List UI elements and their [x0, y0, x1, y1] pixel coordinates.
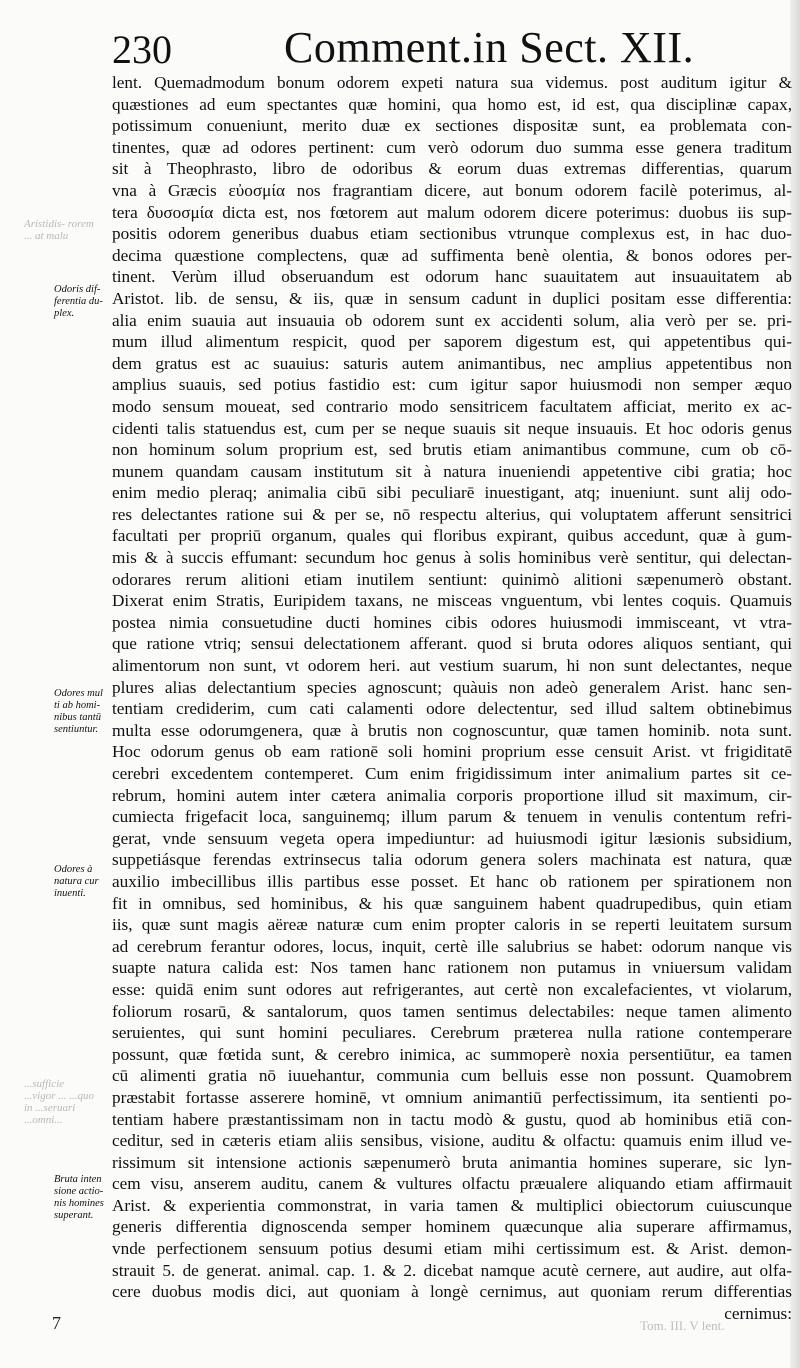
text-line: iis, quæ sunt magis aëreæ naturæ cum enim propter caloris in se reperti leuitatem sursum [112, 915, 792, 935]
text-line: non hominum solum proprium est, sed brutis etiam animantibus commune, cum ob cō- [112, 440, 792, 460]
text-line: dem gratus est ac suauius: saturis autem animantibus, nec amplius appetentibus non [112, 353, 792, 373]
text-line: cere duobus modis dici, aut quoniam à longè cernimus, aut quoniam rerum differentias [112, 1282, 792, 1302]
margin-note-odores-multi: Odores mul ti ab homi- nibus tantū sentiuntur. [54, 688, 103, 735]
text-line: munem quandam causam institutum sit à natura inueniendi appetentive cibi gratia; hoc [112, 461, 792, 481]
text-line: sit à Theophrasto, libro de odoribus & eorum duas extremas differentias, quarum [112, 159, 792, 179]
text-line: cumiecta frigefacit loca, sanguinemq; illum parum & tenuem in venulis contentum refri- [112, 807, 792, 827]
text-line: cū alimenti gratia nō iuuehantur, communia cum belluis esse non possunt. Quamobrem [112, 1066, 792, 1086]
text-line: Aristot. lib. de sensu, & iis, quæ in sensum cadunt in duplici positam esse differentia: [112, 288, 792, 308]
text-line: mis & à succis effumant: secundum hoc genus à solis hominibus verè sentitur, qui delectan- [112, 548, 792, 568]
text-line: esse: quidā enim sunt odores aut refrigerantes, aut certè non excalefacientes, vt violarum, [112, 979, 792, 999]
text-line: tentiam crediderim, cum cati calamenti odore delectentur, sed illud saltem obtinebimus [112, 699, 792, 719]
text-line: decima quæstione complectens, quæ ad suffimenta benè olentia, & bonos odores per- [112, 245, 792, 265]
running-head: Comment.in Sect. XII. [284, 23, 695, 72]
text-line: vnde perfectionem sensuum potius desumi etiam mihi certissimum est. & Arist. demon- [112, 1239, 792, 1259]
text-line: gerat, vnde sensuum vegeta opera impediuntur: ad huiusmodi igitur læsionis subsidium, [112, 828, 792, 848]
main-text-block [112, 72, 792, 1324]
text-line: cidenti talis statuendus est, cum per se neque suauis sit neque insuauis. Et hoc odoris genus [112, 418, 792, 438]
text-line: cernimus: [724, 1303, 792, 1323]
signature-mark: 7 [52, 1313, 61, 1333]
text-line: amplius suauis, sed potius fastidio est: cum igitur sapor huiusmodi non semper æquo [112, 375, 792, 395]
margin-note-odores-natura: Odores à natura cur inuenti. [54, 864, 99, 899]
text-line: cem visu, anserem auditu, canem & vultures olfactu præualere aliquando etiam affirmauit [112, 1174, 792, 1194]
text-line: fit in omnibus, sed hominibus, & his quæ sanguinem habent quadrupedibus, quin etiam [112, 893, 792, 913]
text-line: tinent. Verùm illud obseruandum est odorum hanc suauitatem aut insuauitatem ab [112, 267, 792, 287]
text-line: lent. Quemadmodum bonum odorem expeti natura sua videmus. post auditum igitur & [112, 73, 792, 92]
text-line: potissimum conueniunt, merito duæ ex sectiones dispositæ sunt, ea problemata con- [112, 116, 792, 136]
text-line: plures alias delectantium species agnoscunt; quàuis non adeò generalem Arist. hanc sen- [112, 677, 792, 697]
margin-note-bruta: Bruta inten sione actio- nis homines superant. [54, 1174, 104, 1221]
bleed-through-note-1: Aristidis- rorem ... at malu [24, 218, 94, 242]
text-line: rebrum, homini autem inter cætera animalia corporis proportione illud sit maximum, cir- [112, 785, 792, 805]
text-line: postea nimia consuetudine ducti homines cibis odores huiusmodi immisceant, vt vtra- [112, 612, 792, 632]
text-line: quæstiones ad eum spectantes quæ homini, qua homo est, id est, qua disciplinæ capax, [112, 94, 792, 114]
text-line: multa esse odorumgenera, quæ à brutis non cognoscuntur, quæ tamen hominib. nota sunt. [112, 720, 792, 740]
text-line: foliorum rosarū, & santalorum, quos tamen sentimus delectabiles: neque tamen alimento [112, 1001, 792, 1021]
text-line: generis differentia dignoscenda semper hominem quæcunque alia superare affirmamus, [112, 1217, 792, 1237]
text-line: positis odorem generibus duabus etiam sectionibus vtrunque complexus est, in hac duo- [112, 224, 792, 244]
text-line: odorares rerum alitioni etiam inutilem sentiunt: quinimò alitioni sæpenumerò obstant. [112, 569, 792, 589]
footer-bleed-through: Tom. III. V lent. [640, 1318, 725, 1333]
text-line: Dixerat enim Stratis, Euripidem taxans, ne misceas vnguentum, vbi lentes coquis. Quamuis [112, 591, 792, 611]
text-line: ceditur, sed in cæteris etiam aliis sensibus, visione, auditu & olfactu: quamuis enim illud ve- [112, 1131, 792, 1151]
text-line: auxilio imbecillibus illis partibus esse posset. Et hanc ob rationem per spirationem non [112, 871, 792, 891]
text-line: præstabit fortasse asserere hominē, vt omnium animantiū perfectissimum, ita sentienti po- [112, 1087, 792, 1107]
text-line: tinentes, quæ ad odores pertinent: cum verò odorum duo summa esse genera traditum [112, 137, 792, 157]
text-line: res delectantes ratione sui & per se, nō respectu alterius, qui voluptatem afferunt sensitrici [112, 504, 792, 524]
margin-note-odoris: Odoris dif- ferentia du- plex. [54, 284, 103, 319]
text-line: vna à Græcis εὐοσμία nos fragrantiam dicere, aut bonum odorem facilè poterimus, al- [112, 180, 792, 200]
text-line: alimentorum non sunt, vt odorem heri. aut vestium suarum, hi non sunt delectantes, neque [112, 656, 792, 676]
text-line: rissimum sit intensione actionis sæpenumerò bruta animantia homines superare, sic lyn- [112, 1152, 792, 1172]
text-line: suapte natura calida est: Nos tamen hanc rationem non putamus in vniuersum validam [112, 958, 792, 978]
text-line: alia enim suauia aut insuauia ob odorem sunt ex accidenti solum, alia verò per se. pri- [112, 310, 792, 330]
text-line: ad cerebrum ferantur odores, locus, inquit, certè ille salubrius se habet: odorum nanque vis [112, 936, 792, 956]
text-line: seruientes, qui sunt homini peculiares. Cerebrum præterea nulla ratione contemperare [112, 1023, 792, 1043]
text-line: mum illud alimentum respicit, quod per saporem digestum est, qui appetentibus qui- [112, 332, 792, 352]
page-number: 230 [112, 27, 172, 72]
text-line: modo sensum moueat, sed contrario modo sensitricem facultatem afficiat, merito ex ac- [112, 396, 792, 416]
text-line: possunt, quæ fœtida sunt, & cerebro inimica, ac summoperè noxia persentiūtur, ea tamen [112, 1044, 792, 1064]
text-line: tera δυσοσμία dicta est, nos fœtorem aut malum odorem dicere poterimus: duobus iis sup- [112, 202, 792, 222]
text-line: facultati per propriū organum, quales qui floribus expirant, quibus accedunt, quæ à gum- [112, 526, 792, 546]
text-line: strauit 5. de generat. animal. cap. 1. & 2. dicebat namque acutè cernere, aut audire, aut olfa- [112, 1260, 792, 1280]
text-line: enim medio pleraq; animalia cibū sibi peculiarē inuestigant, atq; inueniunt. sunt alij odo- [112, 483, 792, 503]
text-line: Hoc odorum genus ob eam rationē soli homini proprium esse censuit Arist. vt frigiditatē [112, 742, 792, 762]
text-line: Arist. & experientia commonstrat, in varia tamen & multiplici obiectorum cuiuscunque [112, 1195, 792, 1215]
text-line: que ratione vtriq; sensui delectationem afferant. quod si bruta odores aliquos sentiant, qui [112, 634, 792, 654]
text-line: suppetiásque ferendas extrinsecus talia odorum genera solers machinata est natura, quæ [112, 850, 792, 870]
bleed-through-note-2: ...sufficie ...vigor ... ...quo in ...seruari ...omni... [24, 1078, 94, 1126]
page-header [112, 18, 792, 76]
text-line: cerebri excedentem contemperet. Cum enim frigidissimum inter animalium partes sit ce- [112, 764, 792, 783]
text-line: tentiam habere præstantissimam non in tactu modò & gustu, quod ab hominibus etiā con- [112, 1109, 792, 1129]
